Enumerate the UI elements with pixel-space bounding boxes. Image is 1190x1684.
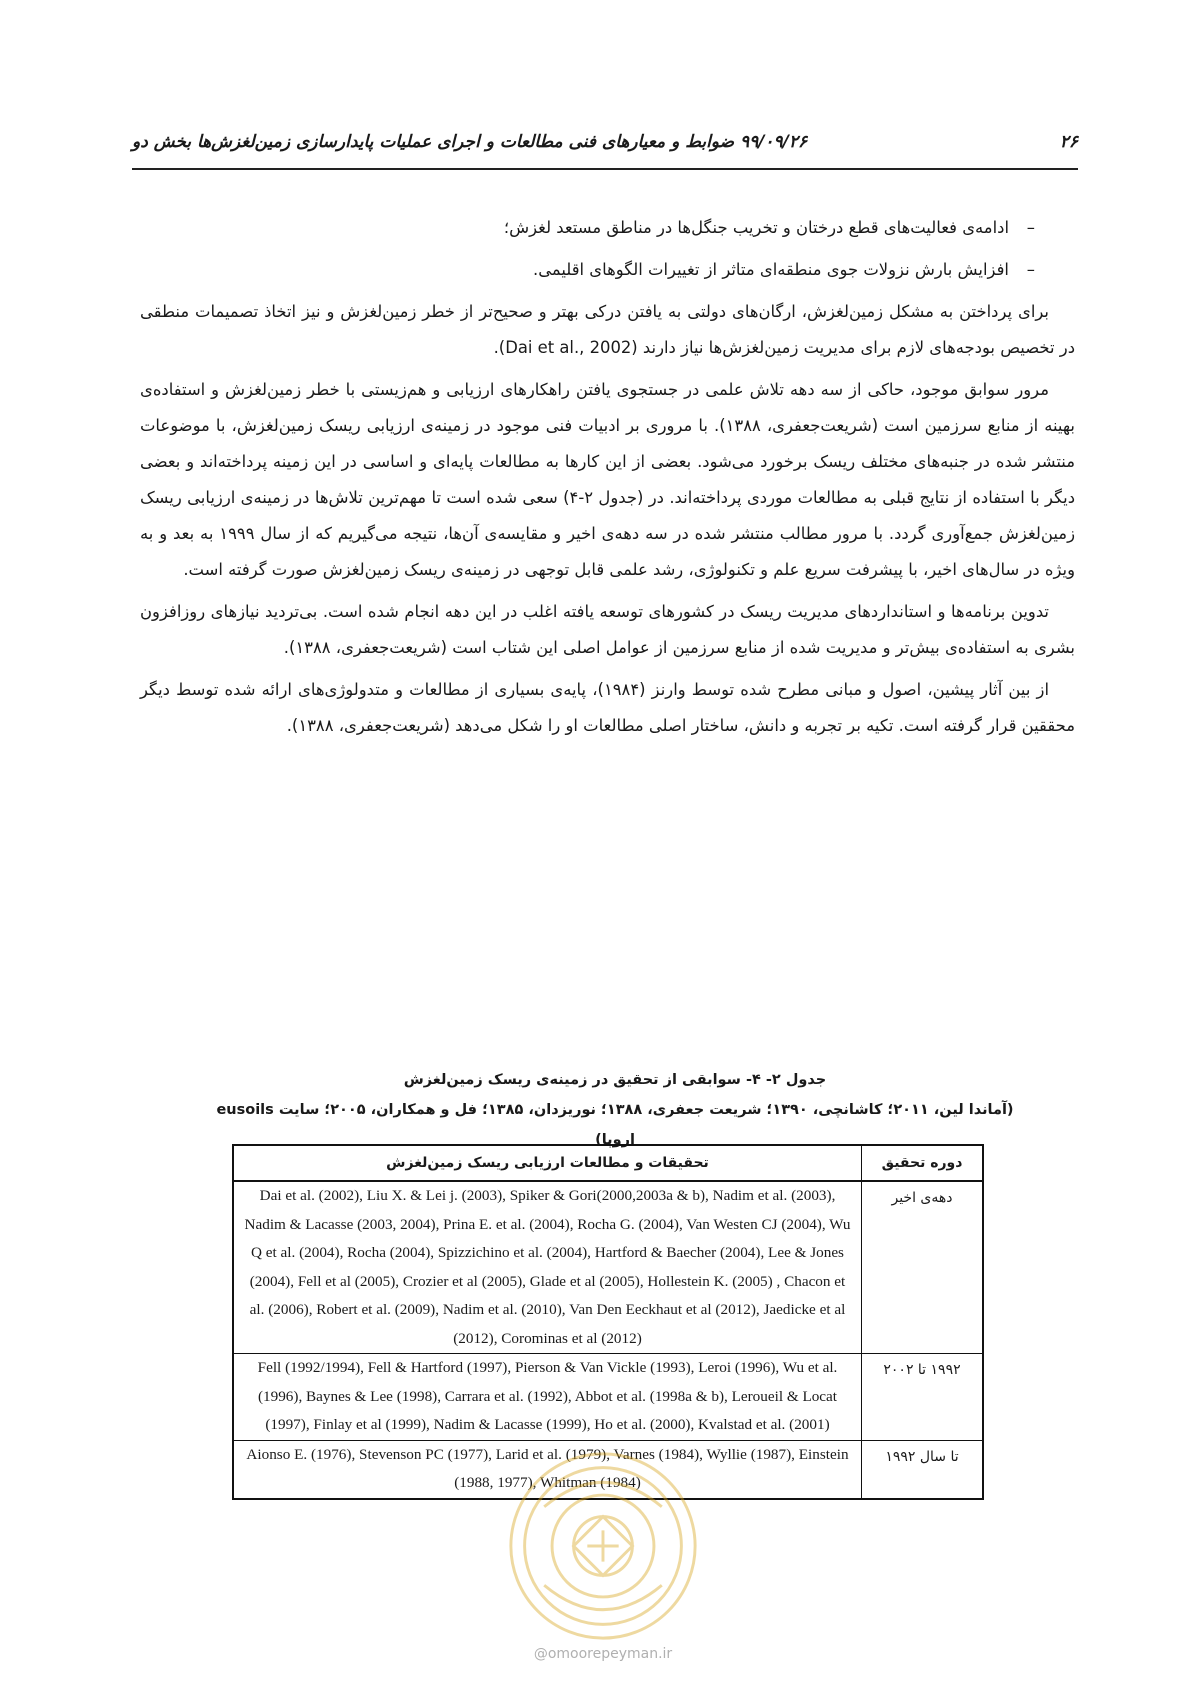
bullet-dash: –	[1026, 260, 1035, 279]
paragraph: برای پرداختن به مشکل زمین‌لغزش، ارگان‌های دولتی به یافتن درکی بهتر و صحیح‌تر از خطر زمین‌لغزش و نیز اتخاذ تصمیمات منطقی در تخصیص بودجه‌های لازم برای مدیریت زمین‌لغزش‌ها نیاز دارند (Dai et al., 2002).	[140, 302, 1075, 357]
table-sources: (آماندا لین، ۲۰۱۱؛ کاشانچی، ۱۳۹۰؛ شریعت جعفری، ۱۳۸۸؛ نوریزدان، ۱۳۸۵؛ فل و همکاران، ۲۰۰۵؛ سایت eusoils اروپا)	[216, 1102, 1014, 1148]
table-row	[233, 1181, 983, 1354]
bullet-text: افزایش بارش نزولات جوی منطقه‌ای متاثر از تغییرات الگوهای اقلیمی.	[532, 260, 1009, 279]
paragraph: تدوین برنامه‌ها و استانداردهای مدیریت ریسک در کشورهای توسعه یافته اغلب در این دهه انجام شده است. بی‌تردید نیازهای روزافزون بشری به استفاده‌ی بیش‌تر و مدیریت شده از منابع سرزمین از عوامل اصلی این شتاب است (شریعت‌جعفری، ۱۳۸۸).	[140, 602, 1075, 657]
table-row	[233, 1354, 983, 1441]
table-caption	[200, 1065, 1030, 1155]
period-cell: ۱۹۹۲ تا ۲۰۰۲	[862, 1354, 984, 1441]
table-title: جدول ۲- ۴- سوابقی از تحقیق در زمینه‌ی ریسک زمین‌لغزش	[403, 1072, 827, 1088]
bullet-dash: –	[1026, 218, 1035, 237]
studies-cell: Dai et al. (2002), Liu X. & Lei j. (2003), Spiker & Gori(2000,2003a & b), Nadim et al. (2003), Nadim & Lacasse (2003, 2004), Prina E. et al. (2004), Rocha G. (2004), Van Westen CJ (2004), Wu Q et al. (2004), Rocha (2004), Spizzichino et al. (2004), Hartford & Baecher (2004), Lee & Jones (2004), Fell et al (2005), Crozier et al (2005), Glade et al (2005), Hollestein K. (2005) , Chacon et al. (2006), Robert et al. (2009), Nadim et al. (2010), Van Den Eeckhaut et al (2012), Jaedicke et al (2012), Corominas et al (2012)	[233, 1181, 862, 1354]
period-cell: تا سال ۱۹۹۲	[862, 1440, 984, 1499]
table-header-row	[233, 1145, 983, 1181]
watermark-site: @omoorepeyman.ir	[533, 1646, 673, 1662]
header-period: دوره تحقیق	[862, 1145, 984, 1181]
seal-watermark-icon	[505, 1448, 701, 1644]
header-title: ۹۹/۰۹/۲۶ ضوابط و معیارهای فنی مطالعات و اجرای عملیات پایدارسازی زمین‌لغزش‌ها بخش دو	[132, 132, 808, 152]
period-cell: دهه‌ی اخیر	[862, 1181, 984, 1354]
page-header	[132, 124, 1078, 170]
studies-cell: Aionso E. (1976), Stevenson PC (1977), Larid et al. (1979), Varnes (1984), Wyllie (1987), Einstein (1988, 1977), Whitman (1984)	[233, 1440, 862, 1499]
bullet-item	[140, 252, 1075, 288]
page-number: ۲۶	[1059, 132, 1078, 152]
paragraph: از بین آثار پیشین، اصول و مبانی مطرح شده توسط وارنز (۱۹۸۴)، پایه‌ی بسیاری از مطالعات و متدولوژی‌های ارائه شده توسط دیگر محققین قرار گرفته است. تکیه بر تجربه و دانش، ساختار اصلی مطالعات او را شکل می‌دهد (شریعت‌جعفری، ۱۳۸۸).	[140, 680, 1075, 735]
bullet-text: ادامه‌ی فعالیت‌های قطع درختان و تخریب جنگل‌ها در مناطق مستعد لغزش؛	[503, 218, 1009, 237]
paragraph: مرور سوابق موجود، حاکی از سه دهه تلاش علمی در جستجوی یافتن راهکارهای ارزیابی و هم‌زیستی با خطر زمین‌لغزش و استفاده‌ی بهینه از منابع سرزمین است (شریعت‌جعفری، ۱۳۸۸). با مروری بر ادبیات فنی موجود در زمینه‌ی ارزیابی ریسک زمین‌لغزش، با موضوعات منتشر شده در جنبه‌های مختلف ریسک برخورد می‌شود. بعضی از این کارها به مطالعات پایه‌ای و اساسی در این زمینه پرداخته‌اند و بعضی دیگر با استفاده از نتایج قبلی به مطالعات موردی پرداخته‌اند. در (جدول ۲-۴) سعی شده است تا مهم‌ترین تلاش‌ها در زمینه‌ی ارزیابی ریسک زمین‌لغزش جمع‌آوری گردد. با مرور مطالب منتشر شده در سه دهه‌ی اخیر و مقایسه‌ی آن‌ها، نتیجه می‌گیریم که از سال ۱۹۹۹ به بعد و به ویژه در سال‌های اخیر، با پیشرفت سریع علم و تکنولوژی، رشد علمی قابل توجهی در زمینه‌ی ریسک زمین‌لغزش صورت گرفته است.	[140, 380, 1075, 579]
studies-cell: Fell (1992/1994), Fell & Hartford (1997), Pierson & Van Vickle (1993), Leroi (1996), Wu et al. (1996), Baynes & Lee (1998), Carrara et al. (1992), Abbot et al. (1998a & b), Leroueil & Locat (1997), Finlay et al (1999), Nadim & Lacasse (1999), Ho et al. (2000), Kvalstad et al. (2001)	[233, 1354, 862, 1441]
research-table	[232, 1144, 984, 1500]
bullet-item	[140, 210, 1075, 246]
main-content	[140, 210, 1075, 750]
header-studies: تحقیقات و مطالعات ارزیابی ریسک زمین‌لغزش	[233, 1145, 862, 1181]
